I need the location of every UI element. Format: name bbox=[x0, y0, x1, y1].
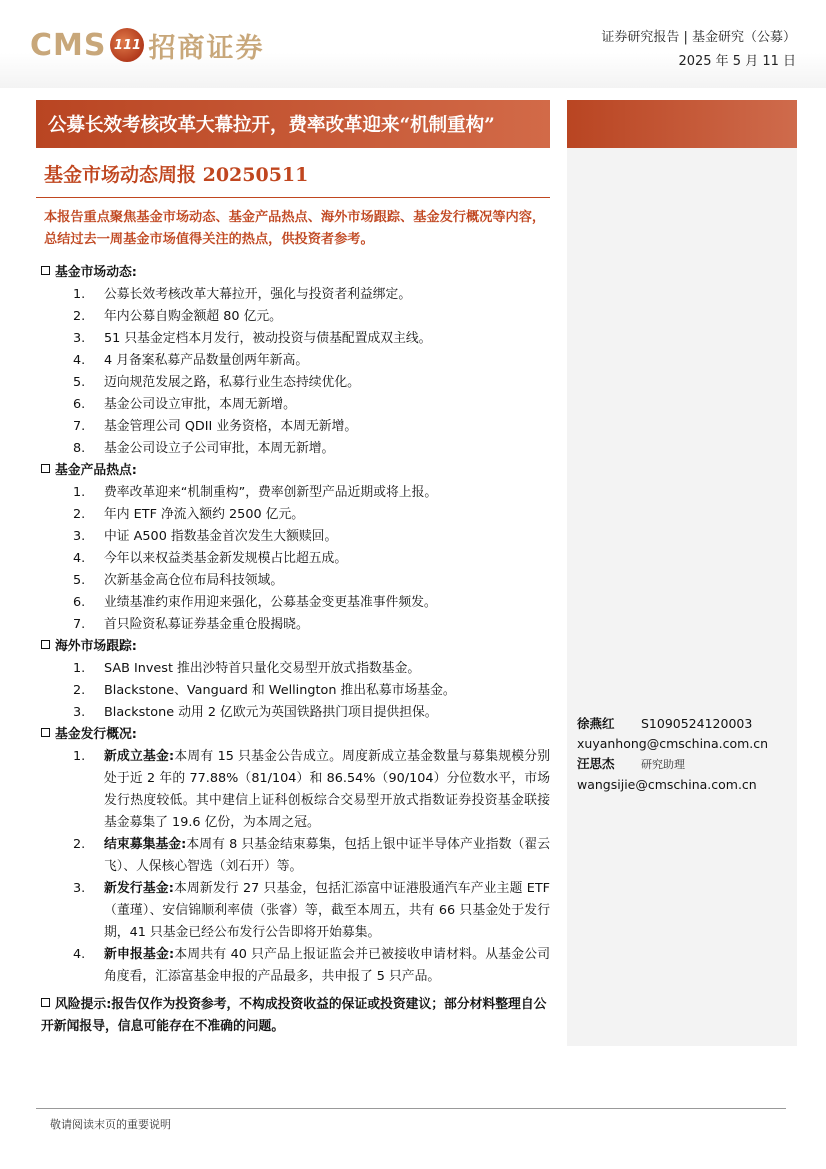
footer-divider bbox=[36, 1108, 786, 1109]
title-banner bbox=[36, 100, 550, 148]
list-item: 3. 51 只基金定档本月发行，被动投资与债基配置成双主线。 bbox=[73, 331, 432, 346]
list-item: 1. 新成立基金:本周有 15 只基金公告成立。周度新成立基金数量与募集规模分别处于近 2 年的 77.88%（81/104）和 86.54%（90/104）分位数水平，市场发行热度较低。其中建信上证科创板综合交易型开放式指数证券投资基金联接基金募集了 19.6 亿份，为本周之冠。 bbox=[73, 749, 550, 830]
list-item: 8. 基金公司设立子公司审批，本周无新增。 bbox=[73, 441, 335, 456]
risk-warning: 风险提示:报告仅作为投资参考，不构成投资收益的保证或投资建议；部分材料整理自公开新闻报导，信息可能存在不准确的问题。 bbox=[41, 997, 547, 1034]
doc-date: 2025 年 5 月 11 日 bbox=[678, 54, 796, 69]
page-header bbox=[0, 0, 826, 88]
logo-seal-icon: 111 bbox=[110, 28, 144, 62]
logo-chinese: 招商证券 bbox=[148, 32, 265, 64]
list-item: 2. Blackstone、Vanguard 和 Wellington 推出私募市场基金。 bbox=[73, 683, 456, 698]
section-heading: 基金市场动态: bbox=[41, 262, 550, 284]
analyst-email[interactable]: xuyanhong@cmschina.com.cn bbox=[577, 736, 769, 751]
list-item: 7. 基金管理公司 QDII 业务资格，本周无新增。 bbox=[73, 419, 358, 434]
list-item: 6. 业绩基准约束作用迎来强化，公募基金变更基准事件频发。 bbox=[73, 595, 437, 610]
sidebar bbox=[567, 100, 797, 1046]
divider bbox=[36, 197, 550, 198]
analyst-name: 汪思杰 bbox=[577, 756, 615, 771]
list-item: 3. 中证 A500 指数基金首次发生大额赎回。 bbox=[73, 529, 338, 544]
report-title: 公募长效考核改革大幕拉开，费率改革迎来“机制重构” bbox=[48, 115, 495, 136]
list-item: 1. SAB Invest 推出沙特首只量化交易型开放式指数基金。 bbox=[73, 661, 421, 676]
company-logo bbox=[30, 22, 264, 68]
section-heading: 海外市场跟踪: bbox=[41, 636, 550, 658]
report-summary: 本报告重点聚焦基金市场动态、基金产品热点、海外市场跟踪、基金发行概况等内容，总结过去一周基金市场值得关注的热点，供投资者参考。 bbox=[44, 210, 546, 247]
section-heading: 基金产品热点: bbox=[41, 460, 550, 482]
list-item: 4. 今年以来权益类基金新发规模占比超五成。 bbox=[73, 551, 348, 566]
footer-note: 敬请阅读末页的重要说明 bbox=[50, 1118, 171, 1131]
checkbox-bullet-icon bbox=[41, 998, 50, 1007]
list-item: 2. 结束募集基金:本周有 8 只基金结束募集，包括上银中证半导体产业指数（翟云飞）、人保核心智选（刘石开）等。 bbox=[73, 837, 550, 874]
analyst-name: 徐燕红 bbox=[577, 716, 615, 731]
list-item: 5. 迈向规范发展之路，私募行业生态持续优化。 bbox=[73, 375, 360, 390]
list-item: 4. 4 月备案私募产品数量创两年新高。 bbox=[73, 353, 309, 368]
analyst-email[interactable]: wangsijie@cmschina.com.cn bbox=[577, 777, 757, 792]
checkbox-bullet-icon bbox=[41, 464, 50, 473]
list-item: 6. 基金公司设立审批，本周无新增。 bbox=[73, 397, 296, 412]
list-item: 2. 年内 ETF 净流入额约 2500 亿元。 bbox=[73, 507, 305, 522]
list-item: 5. 次新基金高仓位布局科技领域。 bbox=[73, 573, 284, 588]
section-heading: 基金发行概况: bbox=[41, 724, 550, 746]
list-item: 4. 新申报基金:本周共有 40 只产品上报证监会并已被接收申请材料。从基金公司角度看，汇添富基金申报的产品最多，共申报了 5 只产品。 bbox=[73, 947, 550, 984]
analyst-role: 研究助理 bbox=[640, 758, 685, 771]
analyst-list bbox=[577, 714, 768, 795]
list-item: 7. 首只险资私募证券基金重仓股揭晓。 bbox=[73, 617, 309, 632]
report-body bbox=[41, 262, 550, 1038]
checkbox-bullet-icon bbox=[41, 728, 50, 737]
list-item: 3. 新发行基金:本周新发行 27 只基金，包括汇添富中证港股通汽车产业主题 ETF（董瑾）、安信锦顺利率债（张睿）等，截至本周五，共有 66 只基金处于发行期，41 只基金已经公布发行公告即将开始募集。 bbox=[73, 881, 550, 940]
checkbox-bullet-icon bbox=[41, 640, 50, 649]
analyst-row bbox=[577, 714, 768, 734]
list-item: 3. Blackstone 动用 2 亿欧元为英国铁路拱门项目提供担保。 bbox=[73, 705, 438, 720]
analyst-license: S1090524120003 bbox=[640, 716, 753, 731]
list-item: 1. 费率改革迎来“机制重构”，费率创新型产品近期或将上报。 bbox=[73, 485, 438, 500]
list-item: 1. 公募长效考核改革大幕拉开，强化与投资者利益绑定。 bbox=[73, 287, 412, 302]
checkbox-bullet-icon bbox=[41, 266, 50, 275]
logo-latin: CMS bbox=[30, 27, 107, 63]
doc-type: 证券研究报告 | 基金研究（公募） bbox=[601, 30, 796, 45]
sidebar-banner bbox=[567, 100, 797, 148]
list-item: 2. 年内公募自购金额超 80 亿元。 bbox=[73, 309, 282, 324]
analyst-row bbox=[577, 754, 768, 775]
report-subtitle: 基金市场动态周报 20250511 bbox=[44, 164, 309, 186]
